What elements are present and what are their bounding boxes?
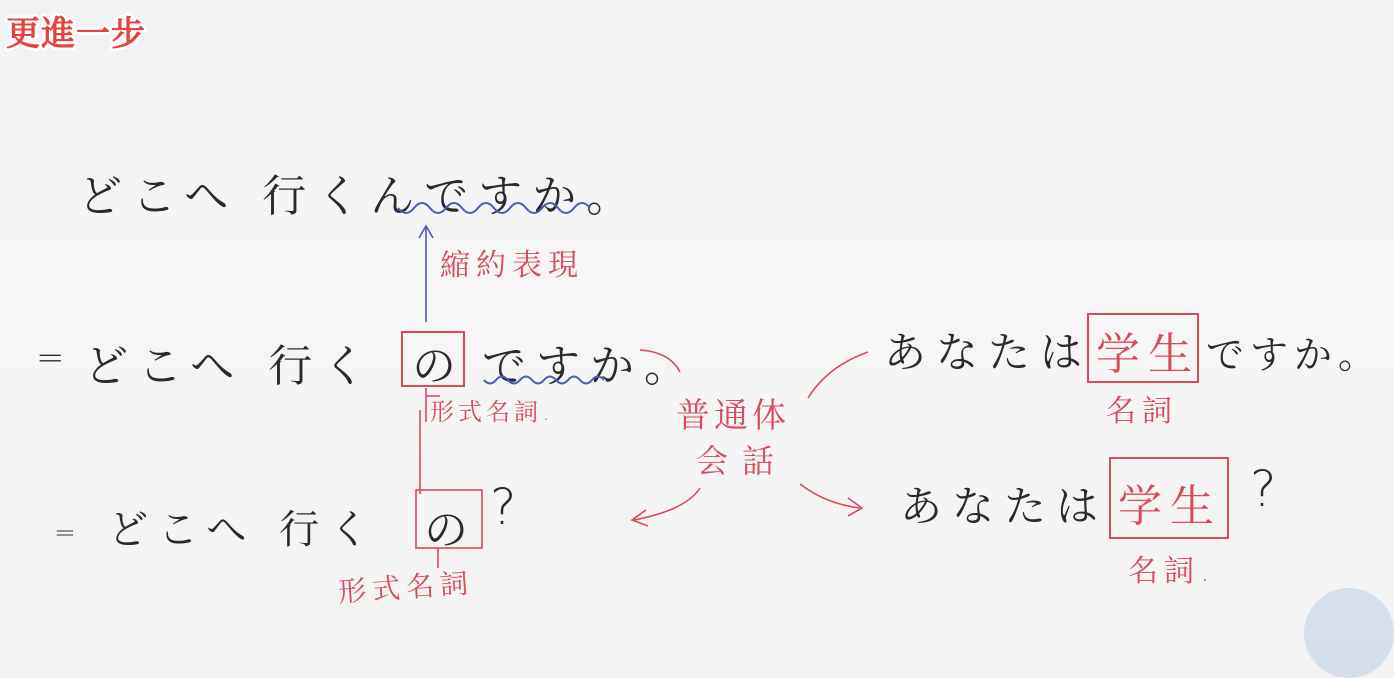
note-formal-noun-2: 形式名詞 bbox=[337, 566, 476, 609]
sentence-student-casual-prefix: あなたは bbox=[900, 482, 1109, 531]
boxed-particle-no-1: の bbox=[412, 341, 466, 392]
label-conversation: 会話 bbox=[696, 442, 789, 480]
section-badge: 更進一步 bbox=[6, 14, 146, 54]
note-noun-1: 名詞 bbox=[1106, 394, 1178, 429]
note-contraction: 縮約表現 bbox=[440, 248, 584, 283]
sentence-casual-prefix: どこへ 行く bbox=[108, 507, 380, 553]
wavy-underline-contraction bbox=[398, 203, 590, 213]
box-noun-student-2 bbox=[1110, 458, 1228, 538]
sentence-formal-suffix: ですか。 bbox=[482, 341, 698, 392]
label-plain-style: 普通体 bbox=[676, 396, 790, 436]
box-noun-student-1 bbox=[1088, 314, 1198, 382]
sentence-formal-prefix: どこへ 行く bbox=[84, 341, 377, 392]
note-noun-2: 名詞. bbox=[1128, 554, 1216, 589]
note-formal-noun-1: 形式名詞. bbox=[430, 398, 554, 426]
curve-label-to-row4 bbox=[808, 352, 868, 398]
arrow-label-to-row5 bbox=[800, 484, 860, 508]
equals-sign-2: = bbox=[54, 518, 76, 548]
bracket-formal-noun-1 bbox=[426, 388, 440, 422]
wavy-underline-desuka bbox=[484, 377, 604, 384]
boxed-noun-student-1: 学生 bbox=[1096, 329, 1200, 380]
boxed-particle-no-2: の bbox=[424, 505, 478, 556]
equals-sign-1: = bbox=[36, 338, 65, 378]
curve-row2-to-label bbox=[640, 350, 680, 372]
box-particle-no-1 bbox=[402, 332, 464, 386]
sentence-student-suffix: ですか。 bbox=[1206, 333, 1383, 377]
sentence-student-prefix: あなたは bbox=[884, 328, 1093, 377]
presenter-shoulder bbox=[1304, 588, 1394, 678]
box-particle-no-2 bbox=[416, 490, 482, 548]
boxed-noun-student-2: 学生 bbox=[1118, 481, 1222, 532]
sentence-casual-question: ? bbox=[490, 478, 527, 536]
sentence-contracted: どこへ 行くんですか。 bbox=[78, 171, 641, 222]
arrow-label-to-row3 bbox=[634, 488, 700, 520]
sentence-student-casual-question: ? bbox=[1250, 460, 1287, 518]
